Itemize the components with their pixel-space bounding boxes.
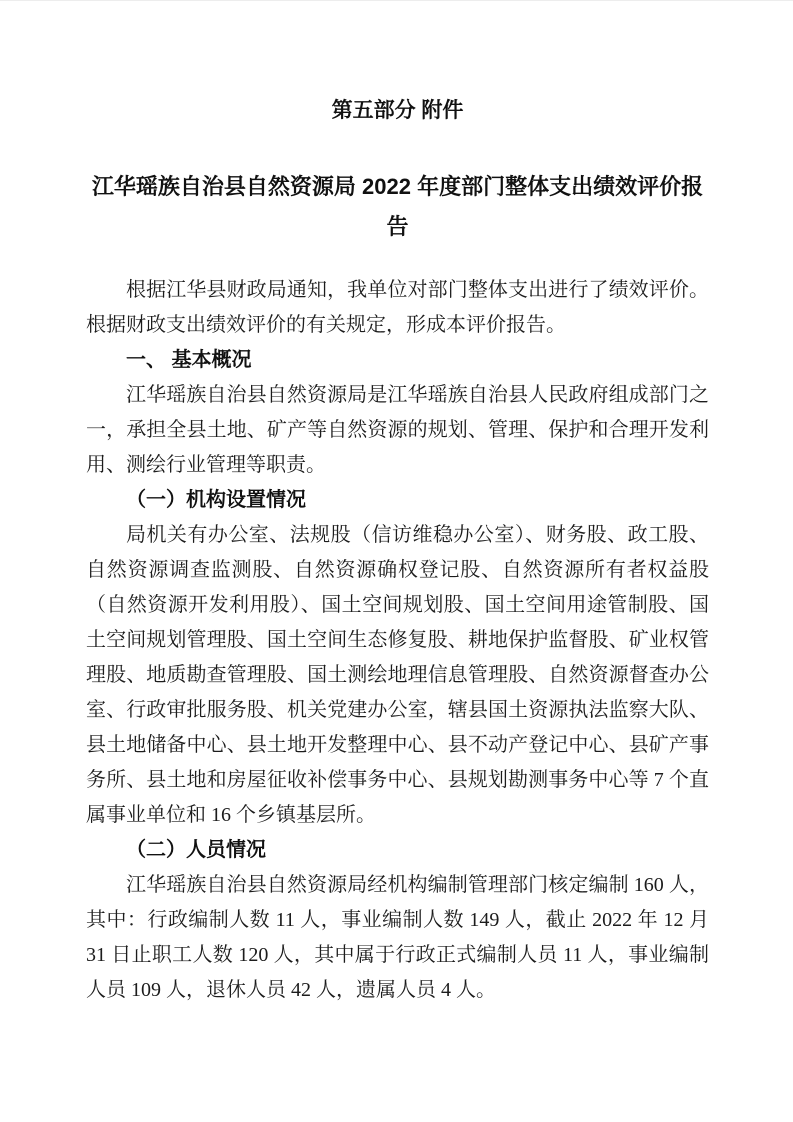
section-1-heading: 一、 基本概况 [126, 349, 252, 371]
section-1-overview: 江华瑶族自治县自然资源局是江华瑶族自治县人民政府组成部门之一，承担全县土地、矿产等自然资源的规划、管理、保护和合理开发利用、测绘行业管理等职责。 [86, 384, 709, 476]
intro-paragraph: 根据江华县财政局通知，我单位对部门整体支出进行了绩效评价。根据财政支出绩效评价的有关规定，形成本评价报告。 [86, 279, 709, 336]
subsection-1-1-body: 局机关有办公室、法规股（信访维稳办公室）、财务股、政工股、自然资源调查监测股、自然资源确权登记股、自然资源所有者权益股（自然资源开发利用股）、国土空间规划股、国土空间用途管制股、国土空间规划管理股、国土空间生态修复股、耕地保护监督股、矿业权管理股、地质勘查管理股、国土测绘地理信息管理股、自然资源督查办公室、行政审批服务股、机关党建办公室，辖县国土资源执法监察大队、县土地储备中心、县土地开发整理中心、县不动产登记中心、县矿产事务所、县土地和房屋征收补偿事务中心、县规划勘测事务中心等 7 个直属事业单位和 16 个乡镇基层所。 [86, 524, 709, 826]
subsection-1-2-body: 江华瑶族自治县自然资源局经机构编制管理部门核定编制 160 人，其中：行政编制人数 11 人，事业编制人数 149 人，截止 2022 年 12 月 31 日止职工人数 120 人，其中属于行政正式编制人员 11 人，事业编制人员 109 人，退休人员 42 人，遗属人员 4 人。 [86, 874, 709, 1001]
subsection-1-2-heading: （二）人员情况 [126, 839, 266, 861]
section-heading: 第五部分 附件 [331, 99, 464, 122]
subsection-1-1-heading: （一）机构设置情况 [126, 489, 306, 511]
report-title: 江华瑶族自治县自然资源局 2022 年度部门整体支出绩效评价报告 [91, 174, 704, 239]
document-body [86, 273, 709, 1008]
